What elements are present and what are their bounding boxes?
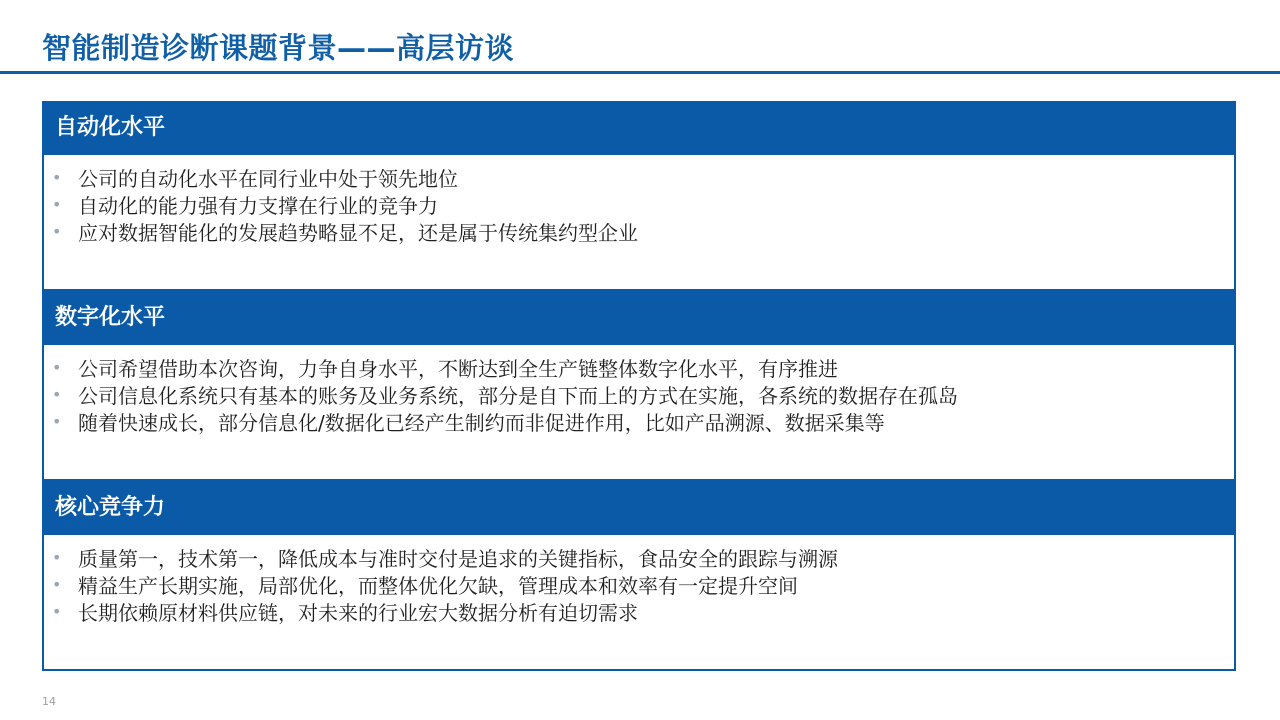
bullet-text: 精益生产长期实施，局部优化，而整体优化欠缺，管理成本和效率有一定提升空间 [78, 574, 798, 598]
list-item [52, 544, 1234, 571]
bullet-text: 质量第一，技术第一，降低成本与准时交付是追求的关键指标，食品安全的跟踪与溯源 [78, 547, 838, 571]
bullet-icon: • [52, 575, 62, 594]
section-heading: 核心竞争力 [42, 481, 1236, 535]
bullet-icon: • [52, 168, 62, 187]
bullet-text: 自动化的能力强有力支撑在行业的竞争力 [78, 194, 438, 218]
page-title: 智能制造诊断课题背景——高层访谈 [42, 31, 515, 65]
list-item [52, 218, 1234, 245]
bullet-text: 应对数据智能化的发展趋势略显不足，还是属于传统集约型企业 [78, 221, 638, 245]
section-body [42, 535, 1236, 671]
bullet-text: 长期依赖原材料供应链，对未来的行业宏大数据分析有迫切需求 [78, 601, 638, 625]
section-digitalization [42, 291, 1236, 481]
list-item [52, 381, 1234, 408]
title-divider [0, 71, 1280, 74]
page-number: 14 [42, 695, 56, 708]
bullet-icon: • [52, 195, 62, 214]
bullet-list [52, 164, 1234, 245]
bullet-list [52, 544, 1234, 625]
bullet-icon: • [52, 222, 62, 241]
section-core-competitiveness [42, 481, 1236, 671]
section-body [42, 345, 1236, 481]
bullet-text: 随着快速成长，部分信息化/数据化已经产生制约而非促进作用，比如产品溯源、数据采集等 [78, 411, 885, 435]
bullet-text: 公司的自动化水平在同行业中处于领先地位 [78, 167, 458, 191]
list-item [52, 354, 1234, 381]
section-automation [42, 101, 1236, 291]
list-item [52, 408, 1234, 435]
list-item [52, 164, 1234, 191]
bullet-list [52, 354, 1234, 435]
section-body [42, 155, 1236, 291]
section-heading: 自动化水平 [42, 101, 1236, 155]
list-item [52, 598, 1234, 625]
section-heading: 数字化水平 [42, 291, 1236, 345]
list-item [52, 191, 1234, 218]
bullet-text: 公司信息化系统只有基本的账务及业务系统，部分是自下而上的方式在实施，各系统的数据存在孤岛 [78, 384, 958, 408]
bullet-icon: • [52, 358, 62, 377]
bullet-text: 公司希望借助本次咨询，力争自身水平，不断达到全生产链整体数字化水平，有序推进 [78, 357, 838, 381]
bullet-icon: • [52, 548, 62, 567]
bullet-icon: • [52, 602, 62, 621]
bullet-icon: • [52, 412, 62, 431]
bullet-icon: • [52, 385, 62, 404]
list-item [52, 571, 1234, 598]
